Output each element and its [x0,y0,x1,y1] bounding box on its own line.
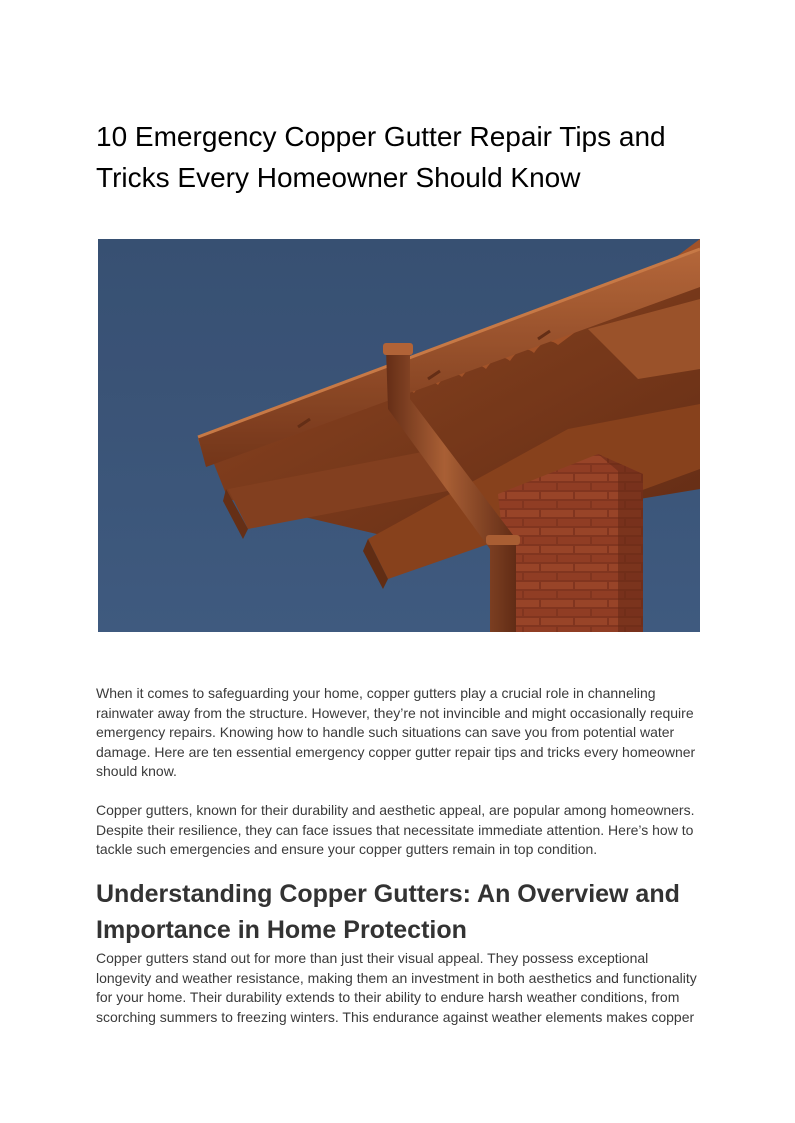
section-paragraph: Copper gutters stand out for more than just their visual appeal. They possess exceptional longevity and weather resistance, making them an investment in both aesthetics and functionality for your home. Their durability extends to their ability to endure harsh weather conditions, from scorching summers to freezing winters. This endurance against weather elements makes copper [96,950,697,1025]
intro-paragraph: When it comes to safeguarding your home, copper gutters play a crucial role in channeling rainwater away from the structure. However, they’re not invincible and might occasionally require emergency repairs. Knowing how to handle such situations can save you from potential water damage. Here are ten essential emergency copper gutter repair tips and tricks every homeowner should know. [96,685,696,780]
article-title: 10 Emergency Copper Gutter Repair Tips and Tricks Every Homeowner Should Know [96,121,666,193]
intro-paragraph: Copper gutters, known for their durability and aesthetic appeal, are popular among homeowners. Despite their resilience, they can face issues that necessitate immediate attention. Here’s how to tackle such emergencies and ensure your copper gutters remain in top condition. [96,802,695,858]
section-heading: Understanding Copper Gutters: An Overview and Importance in Home Protection [96,880,680,944]
hero-image [98,239,700,632]
